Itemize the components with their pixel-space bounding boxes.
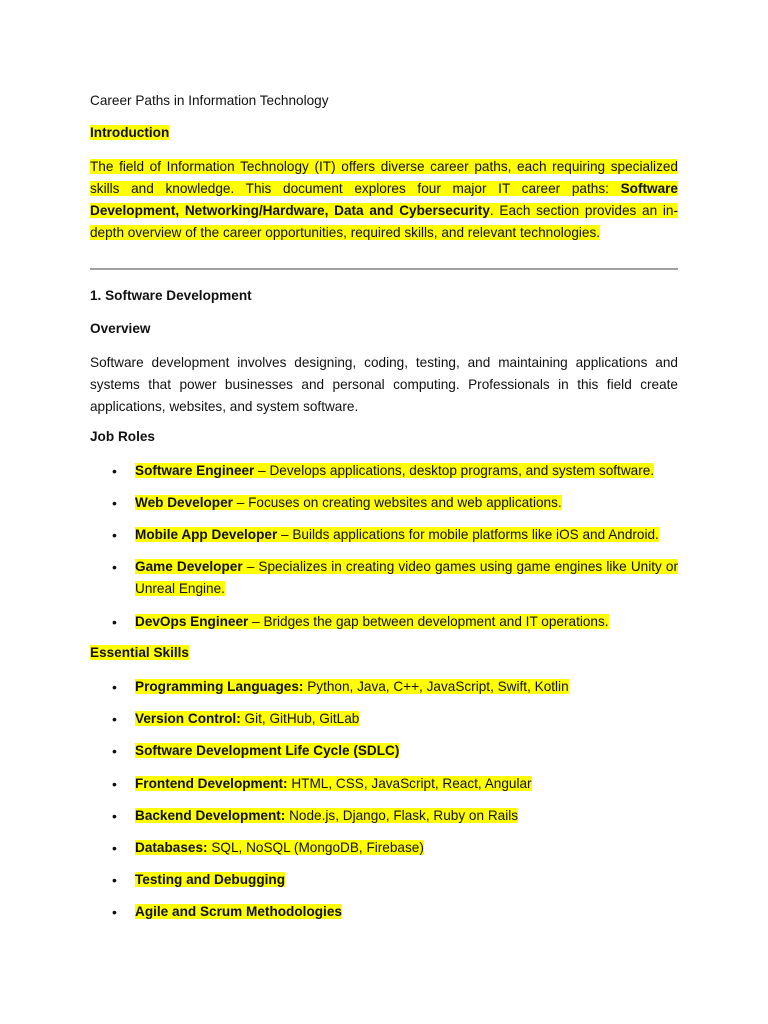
skill-label: Agile and Scrum Methodologies [135, 904, 342, 919]
intro-heading-text: Introduction [90, 125, 170, 140]
overview-paragraph [90, 352, 678, 418]
overview-paragraph-text: Software development involves designing, coding, testing, and maintaining applications and systems that power businesses and personal computing. Professionals in this field create applications, websites, and system software. [90, 355, 678, 414]
skill-label: Version Control: [135, 711, 241, 726]
skill-value: Node.js, Django, Flask, Ruby on Rails [285, 808, 519, 823]
skill-value: HTML, CSS, JavaScript, React, Angular [287, 776, 532, 791]
intro-paragraph-highlight [90, 159, 678, 240]
job-role-desc: – Focuses on creating websites and web applications. [232, 495, 562, 510]
list-item [90, 805, 678, 827]
bullet-icon: • [112, 776, 117, 792]
bullet-icon: • [112, 527, 117, 543]
list-item [90, 611, 678, 633]
job-role-title: Mobile App Developer [135, 527, 278, 542]
job-role-title: DevOps Engineer [135, 614, 249, 629]
overview-heading-text: Overview [90, 321, 151, 336]
job-roles-heading [90, 429, 678, 444]
intro-heading [90, 125, 678, 140]
job-roles-heading-text: Job Roles [90, 429, 155, 444]
bullet-icon: • [112, 614, 117, 630]
document-title-text: Career Paths in Information Technology [90, 93, 329, 108]
essential-skills-heading-text: Essential Skills [90, 645, 189, 660]
skill-label: Programming Languages: [135, 679, 304, 694]
bullet-icon: • [112, 711, 117, 727]
job-role-title: Game Developer [135, 559, 243, 574]
skill-label: Software Development Life Cycle (SDLC) [135, 743, 400, 758]
list-item [90, 524, 678, 546]
skill-label: Databases: [135, 840, 208, 855]
overview-heading [90, 321, 678, 336]
intro-text-part1: The field of Information Technology (IT) offers diverse career paths, each requiring specialized skills and knowledge. This document explores four major IT career paths: [90, 159, 678, 196]
skill-label: Backend Development: [135, 808, 286, 823]
bullet-icon: • [112, 904, 117, 920]
job-role-title: Software Engineer [135, 463, 255, 478]
list-item [90, 773, 678, 795]
skill-value: SQL, NoSQL (MongoDB, Firebase) [207, 840, 424, 855]
list-item [90, 869, 678, 891]
bullet-icon: • [112, 808, 117, 824]
bullet-icon: • [112, 679, 117, 695]
list-item [90, 460, 678, 482]
bullet-icon: • [112, 840, 117, 856]
job-role-title: Web Developer [135, 495, 233, 510]
bullet-icon: • [112, 872, 117, 888]
bullet-icon: • [112, 495, 117, 511]
list-item [90, 901, 678, 923]
horizontal-divider [90, 268, 678, 270]
job-role-desc: – Specializes in creating video games using game engines like Unity or Unreal Engine. [135, 559, 678, 596]
list-item [90, 492, 678, 514]
list-item [90, 708, 678, 730]
bullet-icon: • [112, 559, 117, 575]
job-role-desc: – Develops applications, desktop programs, and system software. [254, 463, 655, 478]
section-heading-software-development [90, 288, 678, 303]
essential-skills-heading [90, 645, 678, 660]
skill-label: Testing and Debugging [135, 872, 286, 887]
bullet-icon: • [112, 743, 117, 759]
job-role-desc: – Bridges the gap between development and IT operations. [248, 614, 609, 629]
skill-label: Frontend Development: [135, 776, 288, 791]
skill-value: Git, GitHub, GitLab [240, 711, 360, 726]
list-item [90, 556, 678, 600]
intro-text-part2: . Each section provides an in-depth overview of the career opportunities, required skills, and relevant technologies. [90, 203, 678, 240]
list-item [90, 676, 678, 698]
list-item [90, 837, 678, 859]
document-title [90, 93, 678, 108]
skill-value: Python, Java, C++, JavaScript, Swift, Kotlin [303, 679, 569, 694]
job-role-desc: – Builds applications for mobile platforms like iOS and Android. [277, 527, 659, 542]
intro-career-paths-bold: Software Development, Networking/Hardware, Data and Cybersecurity [90, 181, 678, 218]
section-heading-text: 1. Software Development [90, 288, 252, 303]
intro-paragraph [90, 156, 678, 244]
bullet-icon: • [112, 463, 117, 479]
list-item [90, 740, 678, 762]
